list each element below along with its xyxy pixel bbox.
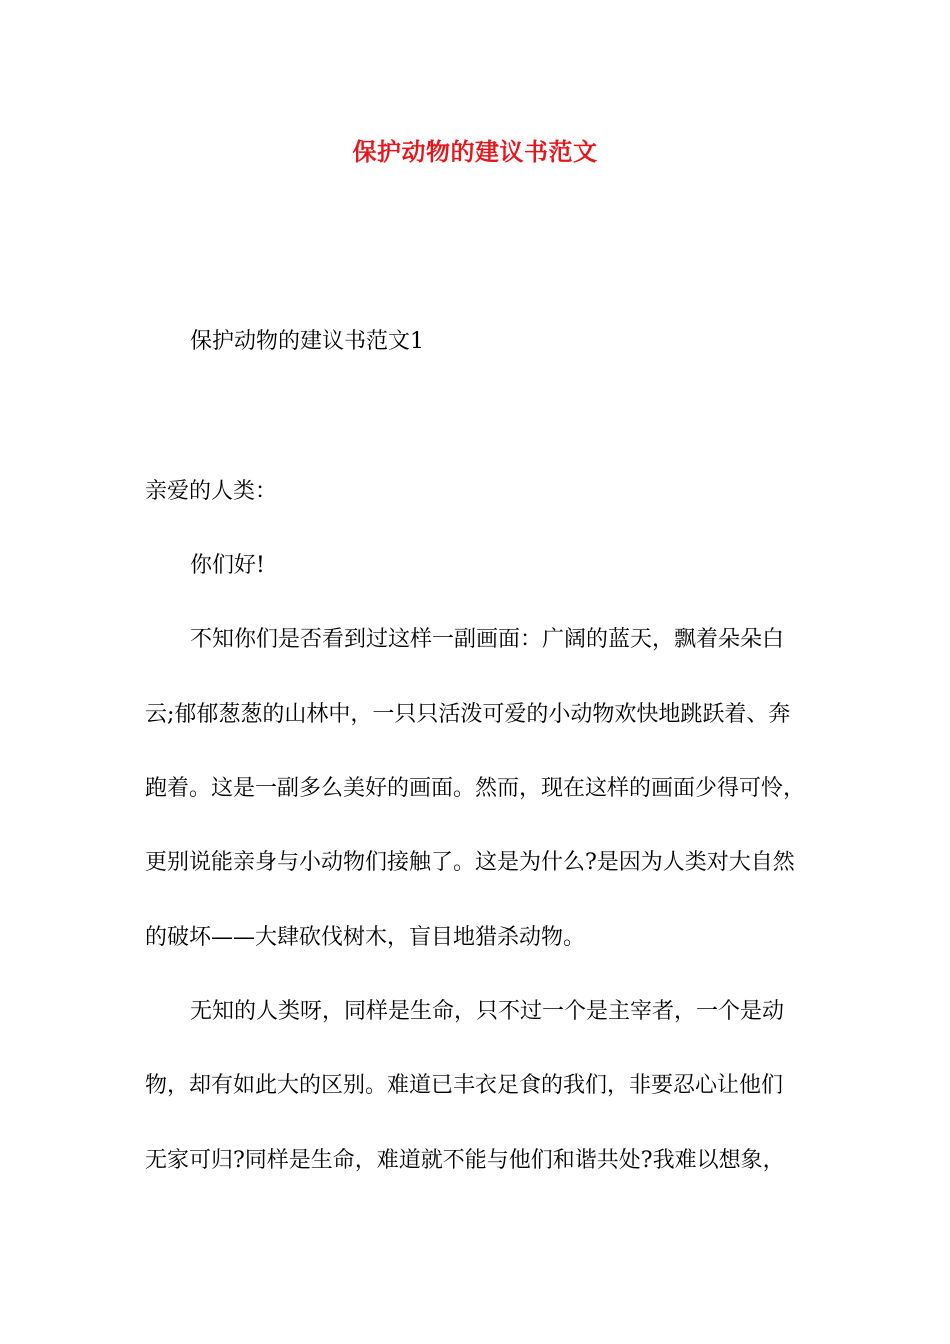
paragraph-line: 不知你们是否看到过这样一副画面：广阔的蓝天，飘着朵朵白 bbox=[190, 627, 785, 652]
document-title: 保护动物的建议书范文 bbox=[352, 137, 598, 166]
paragraph-line: 物，却有如此大的区别。难道已丰衣足食的我们，非要忍心让他们 bbox=[145, 1073, 784, 1098]
paragraph-line: 云;郁郁葱葱的山林中，一只只活泼可爱的小动物欢快地跳跃着、奔 bbox=[145, 702, 791, 727]
paragraph-line: 的破坏——大肆砍伐树木，盲目地猎杀动物。 bbox=[145, 925, 586, 950]
paragraph-line: 更别说能亲身与小动物们接触了。这是为什么?是因为人类对大自然 bbox=[145, 850, 795, 875]
greeting: 你们好! bbox=[190, 553, 265, 578]
paragraph-line: 无家可归?同样是生命，难道就不能与他们和谐共处?我难以想象， bbox=[145, 1148, 785, 1173]
section-heading: 保护动物的建议书范文1 bbox=[190, 329, 424, 354]
salutation: 亲爱的人类： bbox=[145, 479, 278, 504]
paragraph-line: 跑着。这是一副多么美好的画面。然而，现在这样的画面少得可怜， bbox=[145, 776, 806, 801]
paragraph-line: 无知的人类呀，同样是生命，只不过一个是主宰者，一个是动 bbox=[190, 999, 785, 1024]
